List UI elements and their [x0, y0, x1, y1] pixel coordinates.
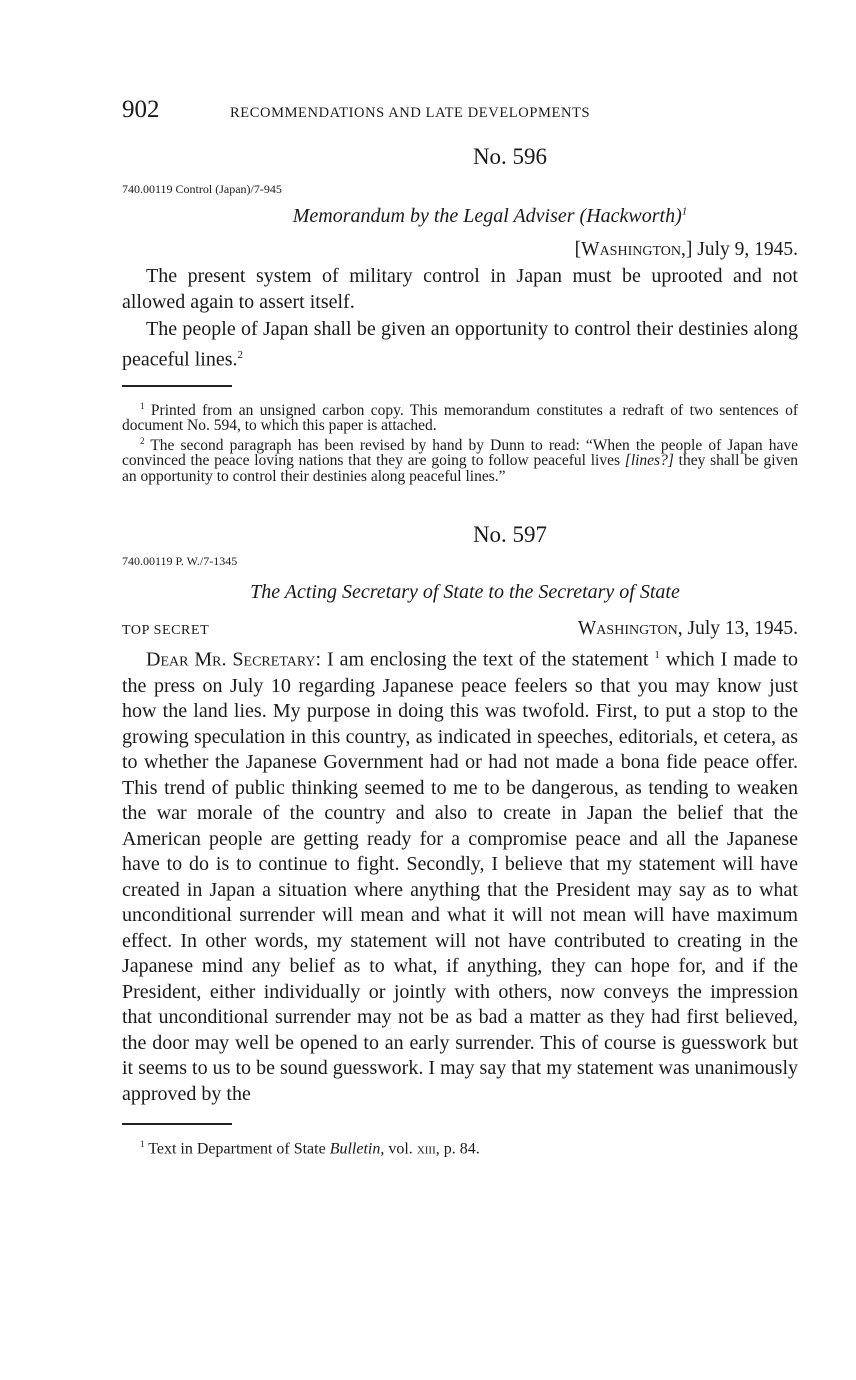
paragraph-text: The people of Japan shall be given an opportunity to control their destinies along peaceful lines. [122, 318, 798, 371]
footnote-rule [122, 385, 232, 387]
salutation: Dear Mr. Secretary: [146, 649, 322, 672]
document-number: No. 597 [472, 522, 548, 548]
running-head: RECOMMENDATIONS AND LATE DEVELOPMENTS [230, 105, 591, 121]
page-header [122, 96, 798, 132]
footnote-mark: 1 [140, 400, 145, 411]
paragraph-text: which I made to the press on July 10 regarding Japanese peace feelers so that you may know just how the land lies. My purpose in doing this was twofold. First, to put a stop to the growing speculation in this country, as indicated in speeches, editorials, et cetera, as to whether the Japanese Government had or had not made a bona fide peace offer. This trend of public thinking seemed to me to be dangerous, as tending to weaken the war morale of the country and also to create in Japan the belief that the American people are getting ready for a compromise peace and all the Japanese have to do is to continue to fight. Secondly, I believe that my statement will have created in Japan a situation where anything that the President may say as to what unconditional surrender will mean and what it will not mean will have maximum effect. In other words, my statement will not have contributed to creating in the Japanese mind any belief as to what, if anything, they can hope for, and if the President, either individually or jointly with others, now conveys the impression that unconditional surrender may not be as bad a matter as they had first believed, the door may well be opened to an early surrender. This of course is guesswork but it seems to us to be sound guesswork. I may say that my statement was unanimously approved by the [122, 649, 798, 1105]
document-title: The Acting Secretary of State to the Secretary of State [250, 581, 680, 604]
paragraph-text: I am enclosing the text of the statement [321, 649, 655, 672]
dateline [578, 618, 798, 640]
footnote-volume: xiii [416, 1140, 436, 1158]
footnote-mark: 1 [140, 1139, 145, 1150]
dateline-date: July 13, 1945. [682, 618, 798, 640]
footnote-rule [122, 1123, 232, 1125]
footnote-text: Printed from an unsigned carbon copy. This memorandum constitutes a redraft of two sentences of document No. 594, to which this paper is attached. [122, 401, 798, 435]
document-596 [122, 144, 798, 484]
document-title-text: Memorandum by the Legal Adviser (Hackworth) [292, 205, 682, 227]
dateline-date: July 9, 1945. [692, 239, 798, 260]
footnote [122, 434, 798, 485]
footnote-text: they shall be given an opportunity to control their destinies along peaceful lines.” [122, 452, 798, 485]
footnote-mark: 2 [237, 348, 243, 361]
footnote-text: The second paragraph has been revised by hand by Dunn to read: “When the people of Japan have convinced the peace loving nations that they are going to follow peaceful lives [122, 436, 798, 470]
footnote-text: , p. 84. [435, 1140, 480, 1158]
footnote-italic: Bulletin [329, 1140, 381, 1158]
footnote-text: Text in Department of State [144, 1140, 330, 1158]
document-title [182, 205, 798, 228]
paragraph [122, 317, 798, 373]
paragraph: The present system of military control in Japan must be uprooted and not allowed again to assert itself. [122, 265, 798, 313]
dateline-city: Washington, [577, 618, 683, 640]
footnotes [122, 399, 798, 485]
footnote [122, 399, 798, 434]
document-number: No. 596 [472, 144, 548, 169]
memorandum-body [122, 264, 798, 373]
footnote-mark: 2 [140, 435, 145, 446]
dateline-bracket: [ [574, 239, 582, 260]
page-number: 902 [122, 96, 160, 123]
paragraph [122, 643, 798, 1107]
footnotes [122, 1137, 798, 1157]
classification: TOP SECRET [122, 623, 210, 639]
letter-body [122, 643, 798, 1107]
dateline-city: Washington,] [581, 239, 693, 260]
file-reference: 740.00119 P. W./7-1345 [122, 554, 238, 569]
footnote-italic: [lines?] [624, 452, 674, 470]
footnote-mark: 1 [654, 649, 660, 662]
footnote [122, 1137, 798, 1157]
footnote-text: , vol. [380, 1140, 417, 1158]
dateline [122, 239, 798, 261]
letter-meta [122, 618, 798, 640]
footnote-mark: 1 [681, 205, 688, 218]
document-597 [122, 522, 798, 1156]
file-reference: 740.00119 Control (Japan)/7-945 [122, 182, 282, 196]
